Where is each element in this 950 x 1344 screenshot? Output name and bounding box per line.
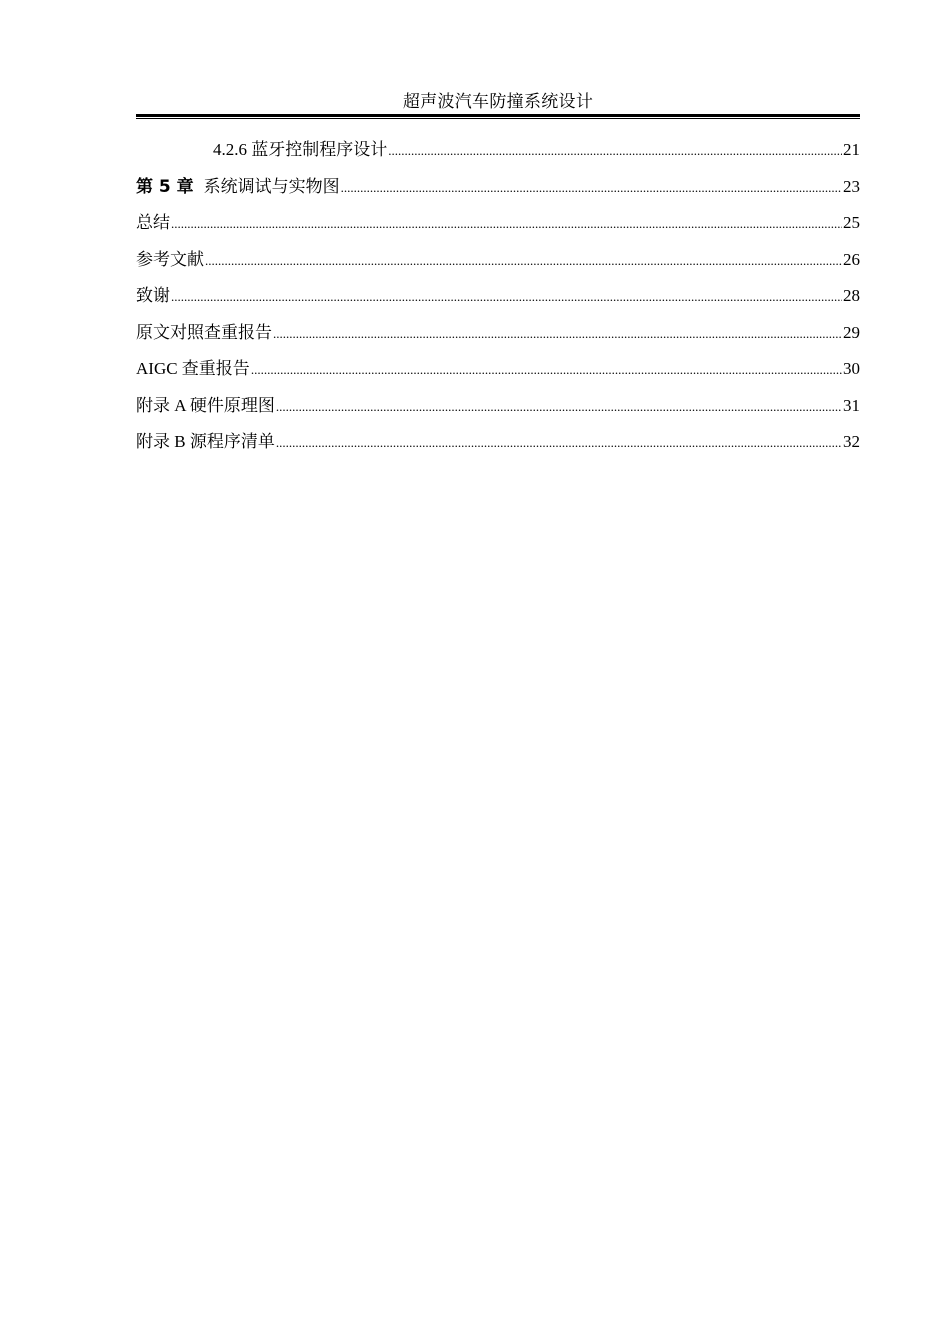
toc-page-number: 25 — [843, 213, 860, 232]
toc-entry-title: 系统调试与实物图 — [203, 176, 340, 196]
toc-page-number: 31 — [843, 395, 860, 415]
toc-dot-leader — [273, 322, 842, 346]
toc-entry-4-2-6[interactable] — [136, 138, 860, 175]
toc-dot-leader — [251, 358, 842, 382]
toc-dot-leader — [388, 139, 842, 163]
toc-entry-acknowledgements[interactable] — [136, 284, 860, 321]
toc-dot-leader — [171, 285, 842, 309]
page-header-title: 超声波汽车防撞系统设计 — [402, 92, 594, 111]
toc-dot-leader — [276, 431, 842, 455]
toc-entry-title: AIGC 查重报告 — [136, 359, 250, 378]
toc-dot-leader — [276, 395, 842, 419]
toc-page-number: 23 — [843, 176, 860, 196]
toc-entry-title: 4.2.6 蓝牙控制程序设计 — [213, 140, 388, 159]
toc-entry-plagiarism-report[interactable] — [136, 321, 860, 358]
toc-entry-appendix-a[interactable] — [136, 394, 860, 431]
toc-entry-title-wrap — [136, 175, 340, 199]
toc-entry-chapter-5[interactable] — [136, 175, 860, 212]
toc-entry-appendix-b[interactable] — [136, 430, 860, 467]
toc-entry-references[interactable] — [136, 248, 860, 285]
toc-entry-title: 参考文献 — [136, 249, 204, 269]
toc-page-number: 21 — [843, 140, 860, 159]
toc-entry-title: 附录 A 硬件原理图 — [136, 395, 275, 415]
toc-page-number: 29 — [843, 322, 860, 342]
header-double-rule — [136, 114, 860, 119]
toc-entry-title: 总结 — [136, 213, 170, 232]
toc-dot-leader — [341, 176, 842, 200]
toc-chapter-number: 第 5 章 — [136, 176, 194, 197]
toc-dot-leader — [171, 212, 842, 236]
toc-entry-title: 附录 B 源程序清单 — [136, 432, 275, 451]
toc-page-number: 32 — [843, 432, 860, 451]
toc-entry-summary[interactable] — [136, 211, 860, 248]
toc-entry-title: 原文对照查重报告 — [136, 322, 272, 342]
toc-page-number: 26 — [843, 249, 860, 269]
table-of-contents — [136, 138, 860, 467]
toc-page-number: 28 — [843, 286, 860, 305]
toc-entry-aigc-report[interactable] — [136, 357, 860, 394]
toc-page-number: 30 — [843, 359, 860, 378]
toc-entry-title: 致谢 — [136, 286, 170, 305]
toc-dot-leader — [205, 249, 842, 273]
